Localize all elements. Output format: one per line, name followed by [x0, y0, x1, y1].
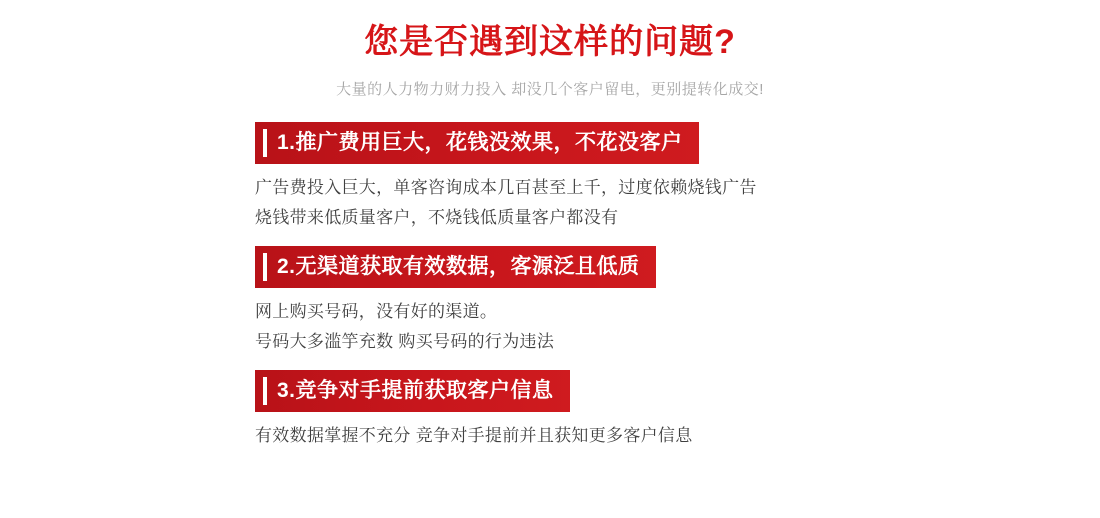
problem-body-line: 号码大多滥竽充数 购买号码的行为违法	[255, 331, 555, 351]
problem-block-3	[0, 370, 1100, 448]
problem-ribbon-3: 3.竞争对手提前获取客户信息	[255, 370, 570, 412]
problem-ribbon-2: 2.无渠道获取有效数据，客源泛且低质	[255, 246, 656, 288]
problem-body-line: 网上购买号码，没有好的渠道。	[255, 301, 498, 321]
problem-ribbon-1: 1.推广费用巨大，花钱没效果，不花没客户	[255, 122, 699, 164]
problem-body-line: 烧钱带来低质量客户，不烧钱低质量客户都没有	[255, 207, 619, 227]
page-subtitle: 大量的人力物力财力投入 却没几个客户留电，更别提转化成交!	[336, 80, 764, 98]
problem-block-1	[0, 122, 1100, 230]
problem-body-line: 广告费投入巨大，单客咨询成本几百甚至上千，过度依赖烧钱广告	[255, 177, 757, 197]
problem-body-line: 有效数据掌握不充分 竞争对手提前并且获知更多客户信息	[255, 425, 693, 445]
problem-list	[0, 100, 1100, 448]
problem-block-2	[0, 246, 1100, 354]
problem-body-2	[255, 288, 1100, 354]
problem-body-1	[255, 164, 1100, 230]
problem-body-3	[255, 412, 1100, 448]
page-title: 您是否遇到这样的问题?	[364, 23, 736, 61]
